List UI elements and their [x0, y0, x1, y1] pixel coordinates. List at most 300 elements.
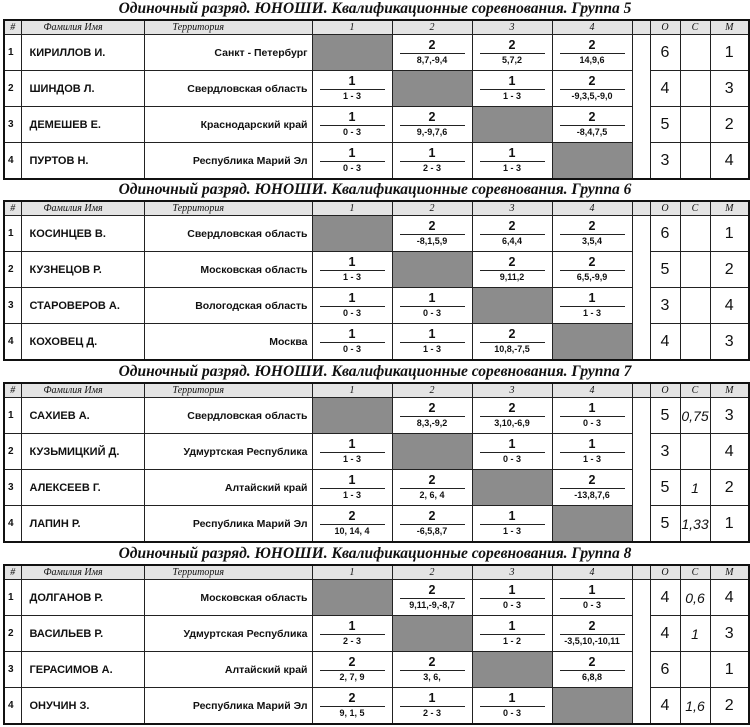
player-name: ЛАПИН Р.: [21, 506, 144, 543]
player-row: [4, 71, 749, 107]
player-territory: Московская область: [144, 580, 312, 616]
self-match-cell: [392, 252, 472, 288]
total-points: 6: [650, 216, 680, 252]
match-score: 1 - 3: [502, 526, 521, 536]
total-points: 5: [650, 470, 680, 506]
match-cell: [312, 652, 392, 688]
match-cell: [312, 252, 392, 288]
row-number: 1: [4, 216, 21, 252]
match-cell: [472, 434, 552, 470]
player-row: [4, 688, 749, 725]
self-match-cell: [552, 143, 632, 180]
row-number: 2: [4, 616, 21, 652]
player-name: КОСИНЦЕВ В.: [21, 216, 144, 252]
player-name: КУЗЬМИЦКИЙ Д.: [21, 434, 144, 470]
final-place: 4: [710, 143, 749, 180]
match-points: 2: [428, 219, 436, 233]
tiebreak-coefficient: 1: [680, 616, 710, 652]
match-score: 6,8,8: [581, 672, 603, 682]
header-num: #: [4, 20, 21, 35]
match-points: 2: [348, 509, 356, 523]
group-table: [3, 200, 750, 361]
spacer-cell: [632, 216, 650, 252]
header-m: М: [710, 565, 749, 580]
match-score: 1 - 3: [582, 308, 601, 318]
match-points: 1: [588, 437, 596, 451]
match-cell: [392, 35, 472, 71]
player-row: [4, 506, 749, 543]
match-cell: [312, 688, 392, 725]
match-score: 10,8,-7,5: [494, 344, 530, 354]
spacer-cell: [632, 107, 650, 143]
player-row: [4, 434, 749, 470]
group-title: Одиночный разряд. ЮНОШИ. Квалификационные соревнования. Группа 5: [118, 0, 632, 17]
tiebreak-coefficient: [680, 652, 710, 688]
match-cell: [392, 324, 472, 361]
player-name: САХИЕВ А.: [21, 398, 144, 434]
match-score: 1 - 2: [502, 636, 521, 646]
final-place: 2: [710, 688, 749, 725]
match-score: 9,11,2: [499, 272, 525, 282]
match-cell: [472, 143, 552, 180]
match-cell: [472, 580, 552, 616]
header-c2: 2: [392, 565, 472, 580]
row-number: 4: [4, 688, 21, 725]
player-territory: Москва: [144, 324, 312, 361]
total-points: 5: [650, 252, 680, 288]
header-row: [4, 565, 749, 580]
match-cell: [312, 506, 392, 543]
match-cell: [552, 398, 632, 434]
spacer-cell: [632, 324, 650, 361]
total-points: 3: [650, 288, 680, 324]
spacer-cell: [632, 252, 650, 288]
player-territory: Алтайский край: [144, 470, 312, 506]
self-match-cell: [312, 35, 392, 71]
self-match-cell: [392, 434, 472, 470]
match-score: 0 - 3: [502, 600, 521, 610]
total-points: 4: [650, 688, 680, 725]
self-match-cell: [312, 398, 392, 434]
header-row: [4, 383, 749, 398]
header-name: Фамилия Имя: [21, 383, 144, 398]
match-points: 1: [348, 619, 356, 633]
row-number: 2: [4, 434, 21, 470]
match-score: -8,1,5,9: [416, 236, 448, 246]
header-name: Фамилия Имя: [21, 565, 144, 580]
self-match-cell: [472, 652, 552, 688]
match-score: 3,5,4: [581, 236, 603, 246]
match-cell: [472, 35, 552, 71]
header-m: М: [710, 20, 749, 35]
match-cell: [552, 71, 632, 107]
match-cell: [312, 616, 392, 652]
total-points: 5: [650, 107, 680, 143]
match-cell: [552, 288, 632, 324]
final-place: 2: [710, 470, 749, 506]
final-place: 3: [710, 71, 749, 107]
final-place: 4: [710, 580, 749, 616]
match-cell: [312, 288, 392, 324]
match-score: -9,3,5,-9,0: [571, 91, 613, 101]
match-cell: [312, 434, 392, 470]
spacer-cell: [632, 35, 650, 71]
match-score: 0 - 3: [582, 418, 601, 428]
header-num: #: [4, 383, 21, 398]
spacer-cell: [632, 288, 650, 324]
group-table: [3, 382, 750, 543]
match-score: 2 - 3: [422, 163, 441, 173]
header-c4: 4: [552, 20, 632, 35]
final-place: 1: [710, 652, 749, 688]
match-score: 1 - 3: [342, 454, 361, 464]
match-points: 1: [508, 691, 516, 705]
self-match-cell: [472, 288, 552, 324]
total-points: 4: [650, 580, 680, 616]
header-c1: 1: [312, 383, 392, 398]
match-cell: [392, 216, 472, 252]
header-o: О: [650, 201, 680, 216]
player-name: СТАРОВЕРОВ А.: [21, 288, 144, 324]
match-points: 2: [588, 473, 596, 487]
self-match-cell: [552, 688, 632, 725]
spacer-cell: [632, 201, 650, 216]
header-s: С: [680, 201, 710, 216]
tiebreak-coefficient: [680, 288, 710, 324]
self-match-cell: [472, 470, 552, 506]
match-points: 1: [588, 291, 596, 305]
header-num: #: [4, 565, 21, 580]
header-m: М: [710, 201, 749, 216]
match-score: 0 - 3: [342, 308, 361, 318]
player-territory: Удмуртская Республика: [144, 434, 312, 470]
match-score: 9,11,-9,-8,7: [409, 600, 455, 610]
tiebreak-coefficient: [680, 324, 710, 361]
total-points: 4: [650, 71, 680, 107]
player-territory: Удмуртская Республика: [144, 616, 312, 652]
final-place: 2: [710, 107, 749, 143]
group-title: Одиночный разряд. ЮНОШИ. Квалификационные соревнования. Группа 8: [118, 545, 632, 562]
tiebreak-coefficient: 1: [680, 470, 710, 506]
match-score: 1 - 3: [502, 91, 521, 101]
match-cell: [472, 616, 552, 652]
match-points: 2: [508, 38, 516, 52]
match-points: 2: [508, 401, 516, 415]
match-cell: [472, 398, 552, 434]
row-number: 3: [4, 107, 21, 143]
header-row: [4, 20, 749, 35]
row-number: 1: [4, 398, 21, 434]
match-points: 2: [588, 619, 596, 633]
tiebreak-coefficient: 0,75: [680, 398, 710, 434]
total-points: 6: [650, 652, 680, 688]
player-territory: Вологодская область: [144, 288, 312, 324]
match-points: 1: [348, 110, 356, 124]
match-points: 2: [428, 110, 436, 124]
tiebreak-coefficient: [680, 252, 710, 288]
match-points: 1: [508, 619, 516, 633]
player-name: ГЕРАСИМОВ А.: [21, 652, 144, 688]
match-points: 1: [508, 74, 516, 88]
player-name: АЛЕКСЕЕВ Г.: [21, 470, 144, 506]
spacer-cell: [632, 383, 650, 398]
tiebreak-coefficient: [680, 107, 710, 143]
header-c2: 2: [392, 201, 472, 216]
group-table: [3, 19, 750, 180]
match-points: 1: [348, 74, 356, 88]
self-match-cell: [392, 616, 472, 652]
header-territory: Территория: [144, 201, 312, 216]
match-points: 1: [348, 255, 356, 269]
header-name: Фамилия Имя: [21, 201, 144, 216]
match-cell: [392, 652, 472, 688]
row-number: 4: [4, 143, 21, 180]
self-match-cell: [552, 324, 632, 361]
match-cell: [472, 688, 552, 725]
header-territory: Территория: [144, 20, 312, 35]
player-row: [4, 107, 749, 143]
player-name: ОНУЧИН З.: [21, 688, 144, 725]
player-territory: Алтайский край: [144, 652, 312, 688]
header-o: О: [650, 565, 680, 580]
match-points: 1: [588, 583, 596, 597]
player-name: ШИНДОВ Л.: [21, 71, 144, 107]
header-s: С: [680, 383, 710, 398]
self-match-cell: [472, 107, 552, 143]
total-points: 3: [650, 434, 680, 470]
player-row: [4, 324, 749, 361]
tiebreak-coefficient: [680, 434, 710, 470]
match-points: 1: [348, 291, 356, 305]
match-score: 3, 6,: [423, 672, 441, 682]
row-number: 4: [4, 324, 21, 361]
match-points: 2: [428, 509, 436, 523]
total-points: 4: [650, 616, 680, 652]
match-points: 1: [508, 583, 516, 597]
match-points: 1: [588, 401, 596, 415]
match-points: 1: [508, 509, 516, 523]
player-row: [4, 580, 749, 616]
player-row: [4, 616, 749, 652]
match-points: 2: [428, 401, 436, 415]
spacer-cell: [632, 71, 650, 107]
tiebreak-coefficient: 0,6: [680, 580, 710, 616]
final-place: 1: [710, 35, 749, 71]
player-row: [4, 398, 749, 434]
match-cell: [552, 580, 632, 616]
match-score: 2, 7, 9: [339, 672, 365, 682]
row-number: 2: [4, 71, 21, 107]
match-cell: [392, 580, 472, 616]
match-points: 2: [588, 38, 596, 52]
match-points: 2: [508, 327, 516, 341]
header-c3: 3: [472, 565, 552, 580]
match-points: 1: [428, 327, 436, 341]
total-points: 6: [650, 35, 680, 71]
header-name: Фамилия Имя: [21, 20, 144, 35]
match-score: 1 - 3: [342, 272, 361, 282]
row-number: 4: [4, 506, 21, 543]
match-cell: [552, 252, 632, 288]
player-row: [4, 216, 749, 252]
player-name: КУЗНЕЦОВ Р.: [21, 252, 144, 288]
player-row: [4, 143, 749, 180]
spacer-cell: [632, 20, 650, 35]
match-score: -6,5,8,7: [416, 526, 448, 536]
match-cell: [312, 470, 392, 506]
match-score: 8,3,-9,2: [416, 418, 448, 428]
match-points: 2: [588, 219, 596, 233]
player-row: [4, 252, 749, 288]
match-cell: [552, 35, 632, 71]
match-points: 1: [428, 691, 436, 705]
player-territory: Республика Марий Эл: [144, 506, 312, 543]
header-c4: 4: [552, 383, 632, 398]
final-place: 3: [710, 324, 749, 361]
header-c1: 1: [312, 20, 392, 35]
tiebreak-coefficient: 1,6: [680, 688, 710, 725]
match-score: 1 - 3: [422, 344, 441, 354]
match-points: 2: [428, 473, 436, 487]
match-cell: [552, 216, 632, 252]
row-number: 2: [4, 252, 21, 288]
match-score: 1 - 3: [342, 91, 361, 101]
player-name: ДОЛГАНОВ Р.: [21, 580, 144, 616]
tiebreak-coefficient: [680, 216, 710, 252]
match-score: 1 - 3: [582, 454, 601, 464]
match-cell: [392, 398, 472, 434]
match-points: 1: [348, 473, 356, 487]
player-row: [4, 288, 749, 324]
header-m: М: [710, 383, 749, 398]
player-row: [4, 652, 749, 688]
player-name: КОХОВЕЦ Д.: [21, 324, 144, 361]
total-points: 4: [650, 324, 680, 361]
row-number: 3: [4, 288, 21, 324]
match-cell: [472, 216, 552, 252]
match-score: 1 - 3: [502, 163, 521, 173]
final-place: 2: [710, 252, 749, 288]
final-place: 3: [710, 398, 749, 434]
spacer-cell: [632, 506, 650, 543]
match-cell: [392, 143, 472, 180]
row-number: 1: [4, 580, 21, 616]
group-title: Одиночный разряд. ЮНОШИ. Квалификационные соревнования. Группа 7: [118, 363, 632, 380]
match-points: 2: [348, 691, 356, 705]
match-cell: [472, 324, 552, 361]
match-cell: [552, 652, 632, 688]
player-row: [4, 35, 749, 71]
match-score: 0 - 3: [342, 163, 361, 173]
player-row: [4, 470, 749, 506]
match-score: 10, 14, 4: [334, 526, 370, 536]
match-score: -3,5,10,-10,11: [564, 636, 620, 646]
row-number: 3: [4, 652, 21, 688]
group-table: [3, 564, 750, 725]
match-cell: [552, 616, 632, 652]
header-c1: 1: [312, 201, 392, 216]
match-score: 2 - 3: [422, 708, 441, 718]
match-points: 1: [428, 146, 436, 160]
final-place: 3: [710, 616, 749, 652]
match-score: 0 - 3: [342, 344, 361, 354]
match-points: 2: [508, 255, 516, 269]
match-points: 2: [428, 583, 436, 597]
header-s: С: [680, 20, 710, 35]
header-c3: 3: [472, 201, 552, 216]
spacer-cell: [632, 616, 650, 652]
match-points: 1: [348, 146, 356, 160]
tiebreak-coefficient: [680, 35, 710, 71]
match-cell: [472, 506, 552, 543]
self-match-cell: [312, 580, 392, 616]
match-score: 0 - 3: [582, 600, 601, 610]
match-points: 2: [588, 110, 596, 124]
match-points: 1: [508, 146, 516, 160]
player-name: КИРИЛЛОВ И.: [21, 35, 144, 71]
match-points: 2: [588, 74, 596, 88]
match-cell: [392, 470, 472, 506]
tiebreak-coefficient: [680, 143, 710, 180]
header-c4: 4: [552, 201, 632, 216]
match-score: 0 - 3: [422, 308, 441, 318]
header-num: #: [4, 201, 21, 216]
final-place: 4: [710, 288, 749, 324]
player-territory: Свердловская область: [144, 216, 312, 252]
match-cell: [392, 506, 472, 543]
match-points: 2: [428, 655, 436, 669]
header-s: С: [680, 565, 710, 580]
player-territory: Свердловская область: [144, 71, 312, 107]
player-name: ПУРТОВ Н.: [21, 143, 144, 180]
match-score: 0 - 3: [502, 454, 521, 464]
header-o: О: [650, 383, 680, 398]
match-score: 3,10,-6,9: [494, 418, 530, 428]
spacer-cell: [632, 688, 650, 725]
header-c1: 1: [312, 565, 392, 580]
match-points: 1: [348, 327, 356, 341]
match-score: 2, 6, 4: [419, 490, 445, 500]
self-match-cell: [392, 71, 472, 107]
match-cell: [552, 107, 632, 143]
match-score: 0 - 3: [502, 708, 521, 718]
match-score: -8,4,7,5: [576, 127, 608, 137]
tiebreak-coefficient: 1,33: [680, 506, 710, 543]
match-points: 2: [588, 255, 596, 269]
header-c4: 4: [552, 565, 632, 580]
header-territory: Территория: [144, 383, 312, 398]
match-cell: [392, 288, 472, 324]
match-score: 1 - 3: [342, 490, 361, 500]
player-name: ВАСИЛЬЕВ Р.: [21, 616, 144, 652]
player-territory: Санкт - Петербург: [144, 35, 312, 71]
player-territory: Республика Марий Эл: [144, 143, 312, 180]
match-score: 0 - 3: [342, 127, 361, 137]
match-score: 9, 1, 5: [339, 708, 365, 718]
match-score: 8,7,-9,4: [416, 55, 448, 65]
spacer-cell: [632, 470, 650, 506]
match-points: 2: [428, 38, 436, 52]
match-cell: [392, 107, 472, 143]
final-place: 4: [710, 434, 749, 470]
match-cell: [472, 71, 552, 107]
spacer-cell: [632, 398, 650, 434]
final-place: 1: [710, 216, 749, 252]
header-c2: 2: [392, 20, 472, 35]
self-match-cell: [552, 506, 632, 543]
tiebreak-coefficient: [680, 71, 710, 107]
row-number: 3: [4, 470, 21, 506]
